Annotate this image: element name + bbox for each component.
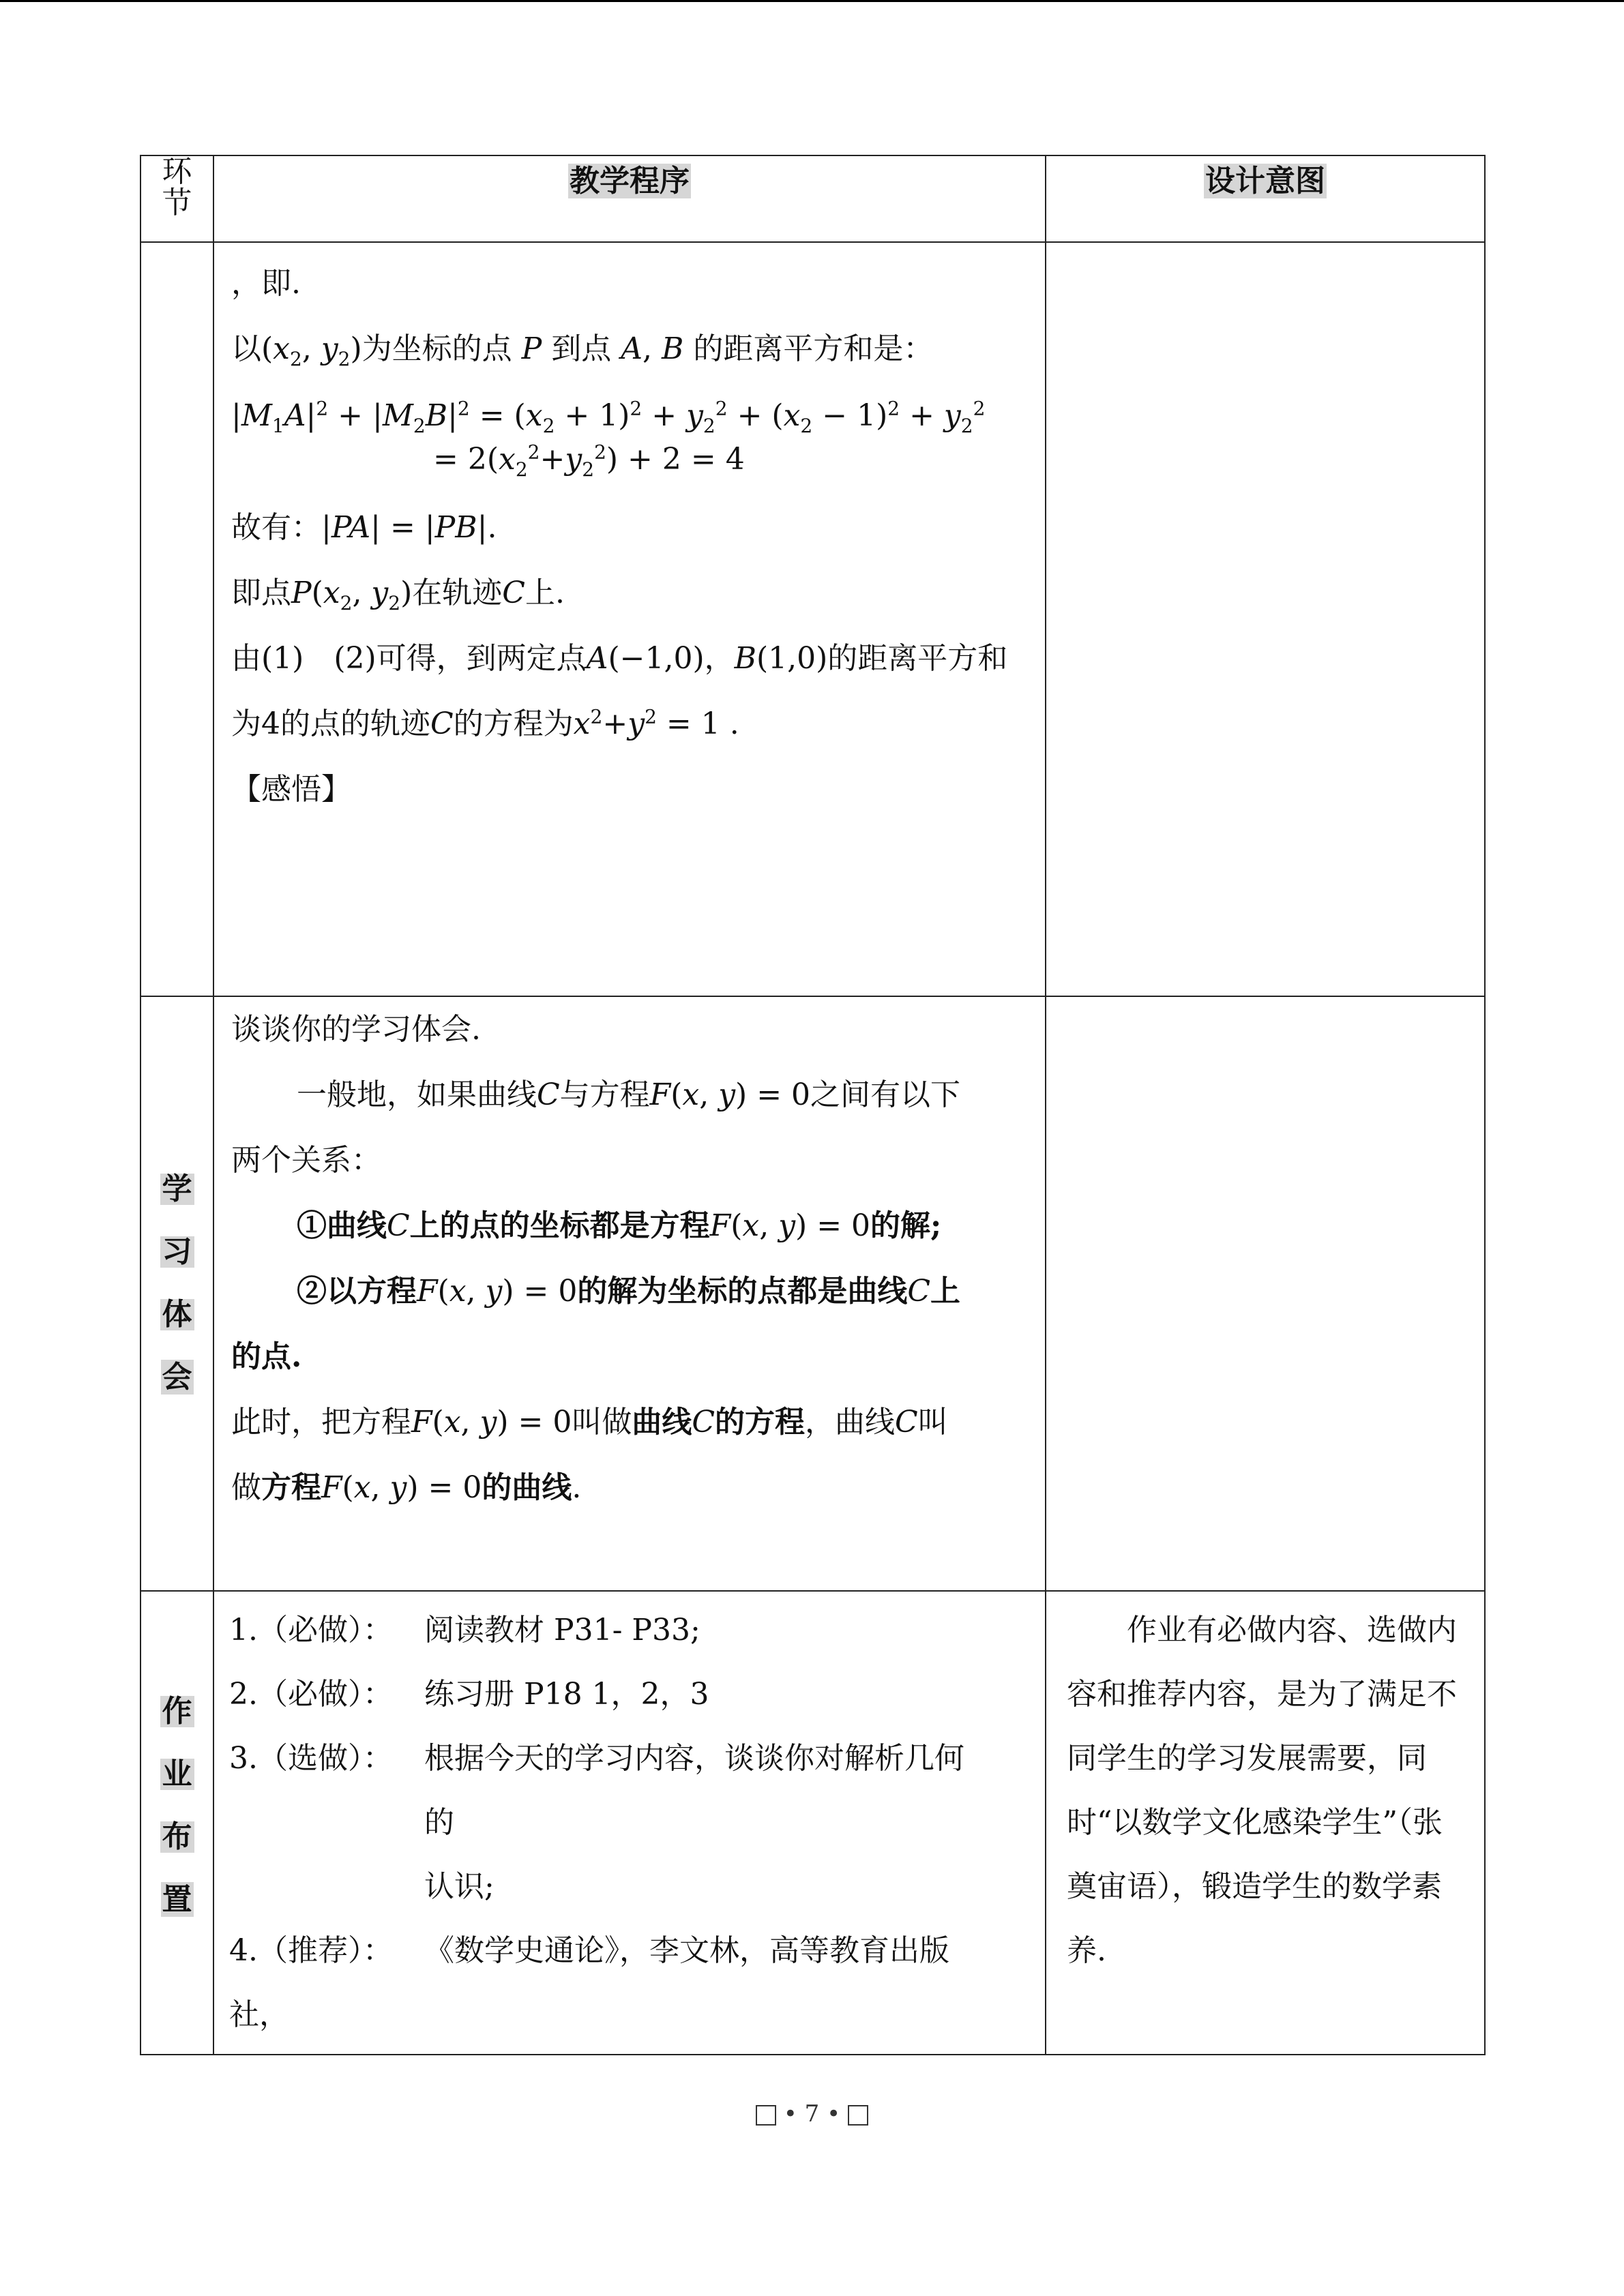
stage-char: 体 [160, 1299, 194, 1330]
page-mark-icon [848, 2105, 868, 2126]
homework-item-text: 阅读教材 P31- P33; [424, 1613, 700, 1648]
homework-intent: 作业有必做内容、选做内容和推荐内容，是为了满足不同学生的学习发展需要，同时“以数学文化感染学生”（张奠宙语），锻造学生的数学素养. [1067, 1613, 1457, 1968]
homework-item-text: 练习册 P18 1，2，3 [424, 1677, 709, 1712]
study-row [141, 996, 1485, 1591]
study-intent-cell [1046, 996, 1485, 1591]
header-procedure: 教学程序 [570, 164, 690, 198]
homework-row [141, 1591, 1485, 2055]
proof-line: 即点$P(x_2$, $y_2$)在轨迹C上. [231, 576, 565, 614]
homework-item: 4.（推荐）： 《数学史通论》，李文林，高等教育出版 [229, 1933, 949, 1968]
header-intent: 设计意图 [1205, 164, 1325, 198]
page-mark-icon [756, 2105, 776, 2126]
study-line: 此时，把方程F(x, y) = 0叫做曲线C的方程，曲线C叫 [231, 1405, 948, 1440]
header-row [141, 155, 1485, 242]
equation-line-2: = $2(x_2^2+y_2^2) + 2 = 4$ [433, 441, 745, 481]
study-line: 谈谈你的学习体会. [231, 1012, 481, 1047]
homework-item-text: 《数学史通论》，李文林，高等教育出版 [424, 1933, 949, 1968]
study-line: 做方程F(x, y) = 0的曲线. [231, 1470, 582, 1505]
proof-line: 以($x_2$, $y_2$)为坐标的点 P 到点 A, B 的距离平方和是： [231, 331, 934, 370]
homework-item-cont: 的 [424, 1805, 454, 1840]
relation-2: ②以方程F(x, y) = 0的解为坐标的点都是曲线C上 [297, 1274, 961, 1309]
study-content [214, 997, 1045, 1527]
stage-char: 置 [162, 1882, 192, 1917]
proof-stage-cell [141, 242, 213, 996]
header-stage-char: 节 [162, 185, 192, 220]
stage-char: 业 [160, 1759, 194, 1790]
homework-item-cont: 社， [229, 1997, 289, 2032]
stage-char: 作 [160, 1696, 194, 1727]
proof-row [141, 242, 1485, 996]
relation-2-cont: 的点. [231, 1339, 302, 1374]
stage-char: 学 [160, 1174, 194, 1205]
homework-item: 2.（必做）： 练习册 P18 1，2，3 [229, 1677, 709, 1712]
homework-item-cont: 认识; [424, 1869, 494, 1904]
stage-char: 布 [160, 1821, 194, 1853]
proof-content [214, 243, 1045, 829]
header-stage-char: 环 [162, 154, 192, 189]
homework-item: 3.（选做）： 根据今天的学习内容，谈谈你对解析几何 [229, 1741, 964, 1776]
homework-item: 1.（必做）： 阅读教材 P31- P33; [229, 1613, 700, 1648]
stage-char: 习 [160, 1236, 194, 1268]
study-line: 两个关系： [231, 1143, 381, 1178]
header-stage-cell [141, 155, 213, 242]
homework-list [214, 1592, 1045, 2054]
stage-char: 会 [162, 1360, 192, 1395]
homework-stage-cell [141, 1591, 213, 2055]
study-line: 一般地，如果曲线C与方程F(x, y) = 0之间有以下 [297, 1077, 961, 1112]
proof-line: 由(1) (2)可得，到两定点A(−1,0)，B(1,0)的距离平方和 [231, 641, 1008, 676]
top-border [0, 0, 1624, 2]
lesson-table [140, 155, 1486, 2055]
relation-1: ①曲线C上的点的坐标都是方程F(x, y) = 0的解; [297, 1208, 942, 1243]
proof-line: 故有：|PA| = |PB|. [231, 510, 497, 545]
insight-heading: 【感悟】 [231, 772, 351, 807]
proof-intent-cell [1046, 242, 1485, 996]
page-number: • 7 • [0, 2100, 1624, 2128]
proof-line: 为4的点的轨迹C的方程为$x^2+y^2 = 1$ . [231, 705, 739, 741]
equation-line-1: $|M_1A|^2 + |M_2B|^2 = (x_2 + 1)^2 + y_2^2 + (x_2 - 1)^2 + y_2^2$ [231, 397, 986, 437]
proof-line: ，即. [231, 266, 301, 301]
homework-item-text: 根据今天的学习内容，谈谈你对解析几何 [424, 1741, 964, 1776]
study-stage-cell [141, 996, 213, 1591]
